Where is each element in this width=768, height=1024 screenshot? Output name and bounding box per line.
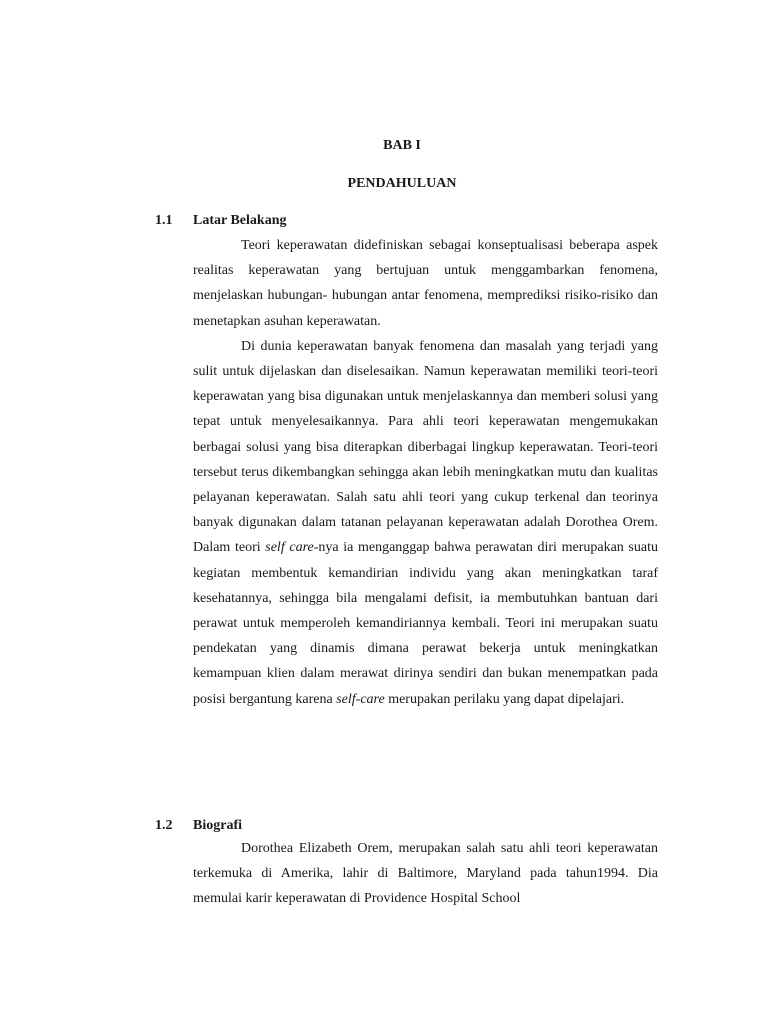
section-number: 1.1 — [155, 213, 173, 228]
section-heading-latar-belakang — [155, 213, 286, 229]
chapter-label: BAB I — [383, 138, 421, 153]
italic-term: self-care — [336, 691, 385, 707]
section-title: Latar Belakang — [193, 213, 287, 228]
chapter-title: PENDAHULUAN — [347, 176, 457, 191]
paragraph-text: merupakan perilaku yang dapat dipelajari. — [384, 691, 625, 707]
paragraph-text: -nya ia menganggap bahwa perawatan diri merupakan suatu kegiatan membentuk kemandirian individu yang akan meningkatkan taraf kesehatannya, sehingga bila mengalami defisit, ia membutuhkan bantuan dari perawat untuk memperoleh kemandiriannya kembali. Teori ini merupakan suatu pendekatan yang dinamis dimana perawat bekerja untuk meningkatkan kemampuan klien dalam merawat dirinya sendiri dan bukan menempatkan pada posisi bergantung karena — [193, 540, 658, 707]
section-heading-biografi — [155, 818, 242, 834]
paragraph: Teori keperawatan didefiniskan sebagai konseptualisasi beberapa aspek realitas keperawatan yang bertujuan untuk menggambarkan fenomena, menjelaskan hubungan- hubungan antar fenomena, memprediksi risiko-risiko dan menetapkan asuhan keperawatan. — [193, 238, 658, 329]
italic-term: self care — [265, 540, 314, 556]
section-body-biografi — [193, 836, 658, 912]
section-title: Biografi — [193, 818, 242, 833]
section-number: 1.2 — [155, 818, 173, 833]
section-body-latar-belakang — [193, 233, 658, 712]
paragraph: Dorothea Elizabeth Orem, merupakan salah satu ahli teori keperawatan terkemuka di Amerika, lahir di Baltimore, Maryland pada tahun1994. Dia memulai karir keperawatan di Providence Hospital School — [193, 841, 658, 907]
paragraph-text: Di dunia keperawatan banyak fenomena dan masalah yang terjadi yang sulit untuk dijelaskan dan diselesaikan. Namun keperawatan memiliki teori-teori keperawatan yang bisa digunakan untuk menjelaskannya dan memberi solusi yang tepat untuk menyelesaikannya. Para ahli teori keperawatan mengemukakan berbagai solusi yang bisa diterapkan diberbagai lingkup keperawatan. Teori-teori tersebut terus dikembangkan sehingga akan lebih meningkatkan mutu dan kualitas pelayanan keperawatan. Salah satu ahli teori yang cukup terkenal dan teorinya banyak digunakan dalam tatanan pelayanan keperawatan adalah Dorothea Orem. Dalam teori — [193, 338, 658, 556]
paragraph — [193, 334, 658, 712]
